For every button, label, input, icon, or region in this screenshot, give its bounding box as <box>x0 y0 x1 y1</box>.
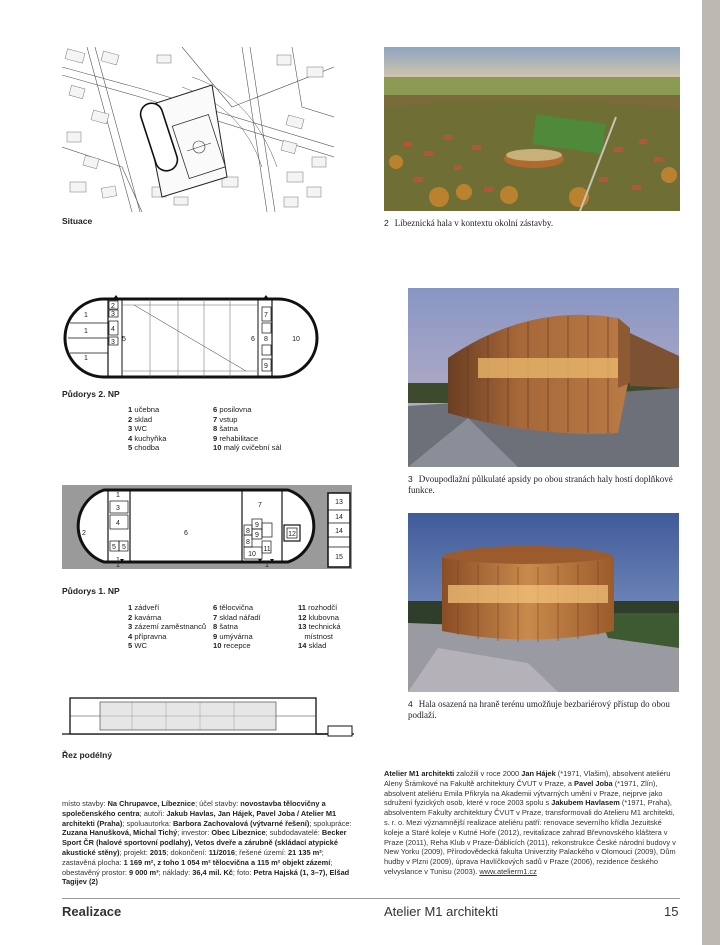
page-edge <box>702 0 720 945</box>
text-run: ; foto: <box>232 867 254 877</box>
text-run: ; spolupráce: <box>309 818 352 828</box>
legend-item <box>128 613 206 623</box>
text-run: (*1971, Zlín), absolvent ateliéru Emila Přikryla na Akademii výtvarných umění v Praze, nejprve jako sdružení fyzických osob, které v roce 2003 spolu s <box>384 778 663 808</box>
facade-dusk-photo <box>408 288 679 467</box>
plan1-room-label: 5 <box>112 544 116 551</box>
plan2-room-label: 8 <box>264 336 268 343</box>
text-run: ; autoři: <box>139 808 167 818</box>
text-run: ; obestavěný prostor: <box>62 857 333 877</box>
plan1-room-label: 5 <box>122 544 126 551</box>
legend-number: 9 <box>213 631 218 641</box>
plan1-room-label: 13 <box>335 499 343 506</box>
legend-item <box>213 405 281 415</box>
site-plan-caption: Situace <box>62 216 93 226</box>
legend-number: 6 <box>213 405 218 414</box>
plan1-room-label: 12 <box>288 531 296 538</box>
legend-item <box>213 434 281 444</box>
legend-text: WC <box>132 424 147 434</box>
floor-plan-2np <box>62 293 322 383</box>
text-run: Atelier M1 architekti <box>384 769 455 778</box>
floor-plan-1np <box>62 485 362 570</box>
legend-text: WC <box>132 641 147 651</box>
text-run: ; subdodavatelé: <box>265 828 322 838</box>
text-run: Jakubem Havlasem <box>551 798 620 808</box>
text-run: Petra Hajská (1, 3–7), Elšad Tagijev (2) <box>62 867 350 887</box>
text-run: ; náklady: <box>158 867 193 877</box>
plan1-room-label: 7 <box>258 502 262 509</box>
text-run: ; investor: <box>177 828 212 838</box>
plan1-room-label: 9 <box>255 522 259 529</box>
text-run: Jakub Havlas, Jan Hájek, Pavel Joba / Atelier M1 architekti (Praha) <box>62 808 337 828</box>
plan2-room-label: 7 <box>264 312 268 319</box>
legend-number: 1 <box>128 603 133 612</box>
text-run: Pavel Joba <box>574 778 613 788</box>
text-run: Becker Sport ČR (halové sportovní podlahy), Vetos dveře a zárubně (skládací atypické akustické stěny) <box>62 828 347 857</box>
website-link[interactable]: www.atelierm1.cz <box>479 866 537 876</box>
aerial-photo-number: 2 <box>384 218 389 228</box>
legend-number: 5 <box>128 641 133 651</box>
legend-number: 5 <box>128 443 133 453</box>
plan1-room-label: 11 <box>263 546 271 553</box>
text-run: ; spoluautorka: <box>122 818 173 828</box>
plan1-room-label: 14 <box>335 514 343 521</box>
plan2-room-label: 1 <box>84 312 88 319</box>
text-run: novostavba tělocvičny a společenského centra <box>62 799 326 818</box>
footer-section-title: Realizace <box>62 904 122 919</box>
footer-page-number: 15 <box>664 904 679 919</box>
text-run: založili v roce 2000 <box>454 769 522 778</box>
legend-number: 4 <box>128 433 133 443</box>
floor-plan-2np-caption: Půdorys 2. NP <box>62 389 120 399</box>
legend-item <box>213 603 261 613</box>
text-run: Zuzana Hanušková, Michal Tichý <box>62 828 178 838</box>
plan2-room-label: 4 <box>111 326 115 333</box>
legend-item <box>128 622 206 632</box>
plan1-room-label: 1 <box>265 562 269 569</box>
legend-number: 11 <box>298 603 307 612</box>
legend-item <box>213 443 281 453</box>
legend-item <box>128 434 166 444</box>
legend-item <box>128 641 206 651</box>
legend-text: chodba <box>132 443 160 453</box>
legend-item <box>298 632 341 642</box>
section-caption: Řez podélný <box>62 750 113 760</box>
plan2-room-label: 3 <box>111 339 115 346</box>
legend-text: zádveří <box>132 603 160 612</box>
facade-dusk-caption <box>408 474 680 496</box>
plan2-room-label: 10 <box>292 336 300 343</box>
plan1-room-label: 14 <box>335 528 343 535</box>
plan1-room-label: 8 <box>246 539 250 546</box>
legend-text: recepce <box>221 641 251 651</box>
legend-number: 8 <box>213 424 218 434</box>
legend-number: 3 <box>128 622 133 632</box>
site-plan <box>62 47 334 212</box>
plan2-room-label: 5 <box>122 336 126 343</box>
text-run: místo stavby: <box>62 799 108 808</box>
legend-item <box>128 443 166 453</box>
legend-text: sklad nářadí <box>217 612 261 622</box>
facade-dusk-caption-text: Dvoupodlažní půlkulaté apsidy po obou stranách haly hostí doplňkové funkce. <box>408 474 673 495</box>
legend-text: vstup <box>217 414 238 424</box>
legend-number: 12 <box>298 612 307 622</box>
legend-text: umývárna <box>217 631 253 641</box>
plan1-room-label: 1 <box>116 557 120 564</box>
text-run: Jan Hájek <box>521 769 556 778</box>
legend-text: tělocvična <box>217 603 254 612</box>
legend-text: sklad <box>306 641 327 651</box>
legend-number: 13 <box>298 622 307 632</box>
text-run: ; projekt: <box>119 847 150 857</box>
legend-number: 1 <box>128 405 133 414</box>
text-run: ; dokončení: <box>166 847 209 857</box>
legend-item <box>128 603 206 613</box>
legend-text: malý cvičební sál <box>221 443 282 453</box>
legend-2np-col2 <box>213 405 281 453</box>
plan1-room-label: 6 <box>184 530 188 537</box>
legend-item <box>213 632 261 642</box>
plan2-room-label: 9 <box>264 363 268 370</box>
text-run: 9 000 m³ <box>128 867 159 877</box>
text-run: Barbora Zachovalová (výtvarné řešení) <box>172 818 310 828</box>
text-run: 11/2016 <box>208 847 236 857</box>
legend-number: 7 <box>213 612 218 622</box>
legend-2np-col1 <box>128 405 166 453</box>
legend-text: přípravna <box>132 631 167 641</box>
legend-text: místnost <box>298 631 334 641</box>
text-run: ; účel stavby: <box>195 799 241 808</box>
legend-number: 9 <box>213 433 218 443</box>
plan1-room-label: 15 <box>335 554 343 561</box>
legend-item <box>213 613 261 623</box>
text-run: 36,4 mil. Kč <box>192 867 233 877</box>
text-run: 1 169 m², z toho 1 054 m² tělocvična a 115 m² objekt zázemí <box>123 857 331 867</box>
hall-evening-photo <box>408 513 679 692</box>
legend-number: 10 <box>213 641 222 651</box>
text-run: (*1971, Vlašim), absolvent ateliéru Aleny Šrámkové na Fakultě architektury ČVUT v Praze, a <box>384 769 671 788</box>
floor-plan-1np-caption: Půdorys 1. NP <box>62 586 120 596</box>
legend-number: 14 <box>298 641 307 651</box>
plan2-room-label: 6 <box>251 336 255 343</box>
legend-item <box>298 622 341 632</box>
aerial-photo-caption <box>384 218 680 229</box>
longitudinal-section <box>62 692 354 740</box>
legend-item <box>128 632 206 642</box>
facade-dusk-number: 3 <box>408 474 413 484</box>
legend-text: rozhodčí <box>306 603 338 612</box>
plan2-room-label: 1 <box>84 328 88 335</box>
aerial-photo <box>384 47 680 211</box>
legend-item <box>128 405 166 415</box>
legend-item <box>213 415 281 425</box>
legend-1np-col2 <box>213 603 261 651</box>
legend-text: kuchyňka <box>132 433 167 443</box>
legend-number: 7 <box>213 414 218 424</box>
text-run: ; řešené území: <box>235 847 289 857</box>
legend-text: šatna <box>217 622 238 632</box>
plan1-room-label: 1 <box>116 492 120 499</box>
legend-text: šatna <box>217 424 238 434</box>
legend-number: 2 <box>128 414 133 424</box>
plan2-room-label: 2 <box>111 303 115 310</box>
atelier-info-text <box>384 769 679 877</box>
footer-studio-name: Atelier M1 architekti <box>384 904 499 919</box>
legend-number: 8 <box>213 622 218 632</box>
text-run: ; zastavěná plocha: <box>62 847 324 867</box>
text-run: Obec Líbeznice <box>211 828 266 838</box>
legend-item <box>298 641 341 651</box>
site-plan-drawing <box>62 47 334 212</box>
legend-item <box>298 603 341 613</box>
legend-1np-col1 <box>128 603 206 651</box>
hall-evening-number: 4 <box>408 699 413 709</box>
plan1-room-label: 3 <box>116 505 120 512</box>
project-info-text <box>62 799 359 887</box>
legend-item <box>128 424 166 434</box>
legend-text: kavárna <box>132 612 162 622</box>
legend-number: 6 <box>213 603 218 612</box>
legend-text: rehabilitace <box>217 433 259 443</box>
hall-evening-caption <box>408 699 680 721</box>
legend-item <box>213 622 261 632</box>
legend-text: zázemí zaměstnanců <box>132 622 207 632</box>
plan2-room-label: 3 <box>111 311 115 318</box>
legend-1np-col3 <box>298 603 341 651</box>
text-run: (*1971, Praha), absolventem Fakulty architektury ČVUT v Praze, transformovali do Atelieru M1 architekti, s. r. o. Mezi významnější realizace ateliéru patří: renovace severního křídla Jezuitské koleje a Staré koleje v Kutné Hoře (2012), revitalizace zahrad Břevnovského kláštera v Praze (2011), Reha Klub v Praze-Ďáblicích (2011), rekonstrukce České národní budovy v New Yorku (2009), Přírodovědecká fakulta Univerzity Palackého v Olomouci (2009), Dům hudby v Plzni (2009), úprava Havlíčkových sadů v Praze (2006), rezidence českého velvyslance v Tunisu (2003). <box>384 798 676 876</box>
legend-number: 4 <box>128 631 133 641</box>
legend-number: 2 <box>128 612 133 622</box>
plan1-room-label: 8 <box>246 528 250 535</box>
plan1-room-label: 9 <box>255 532 259 539</box>
plan1-room-label: 10 <box>248 551 256 558</box>
legend-number: 3 <box>128 424 133 434</box>
plan2-room-label: 1 <box>84 355 88 362</box>
legend-item <box>213 641 261 651</box>
text-run: Na Chrupavce, Líbeznice <box>107 799 196 808</box>
text-run: 2015 <box>149 847 167 857</box>
legend-text: učebna <box>132 405 160 414</box>
legend-item <box>213 424 281 434</box>
legend-text: posilovna <box>217 405 252 414</box>
legend-number: 10 <box>213 443 222 453</box>
plan1-room-label: 2 <box>82 530 86 537</box>
legend-text: klubovna <box>306 612 339 622</box>
text-run: 21 135 m² <box>288 847 322 857</box>
plan1-room-label: 4 <box>116 520 120 527</box>
legend-text: sklad <box>132 414 153 424</box>
hall-evening-caption-text: Hala osazená na hraně terénu umožňuje bezbariérový přístup do obou podlaží. <box>408 699 670 720</box>
legend-text: technická <box>306 622 341 632</box>
plan1-room-label: 1 <box>116 562 120 569</box>
legend-item <box>128 415 166 425</box>
legend-item <box>298 613 341 623</box>
aerial-photo-caption-text: Líbeznická hala v kontextu okolní zástavby. <box>394 218 554 228</box>
footer-rule <box>62 898 680 899</box>
